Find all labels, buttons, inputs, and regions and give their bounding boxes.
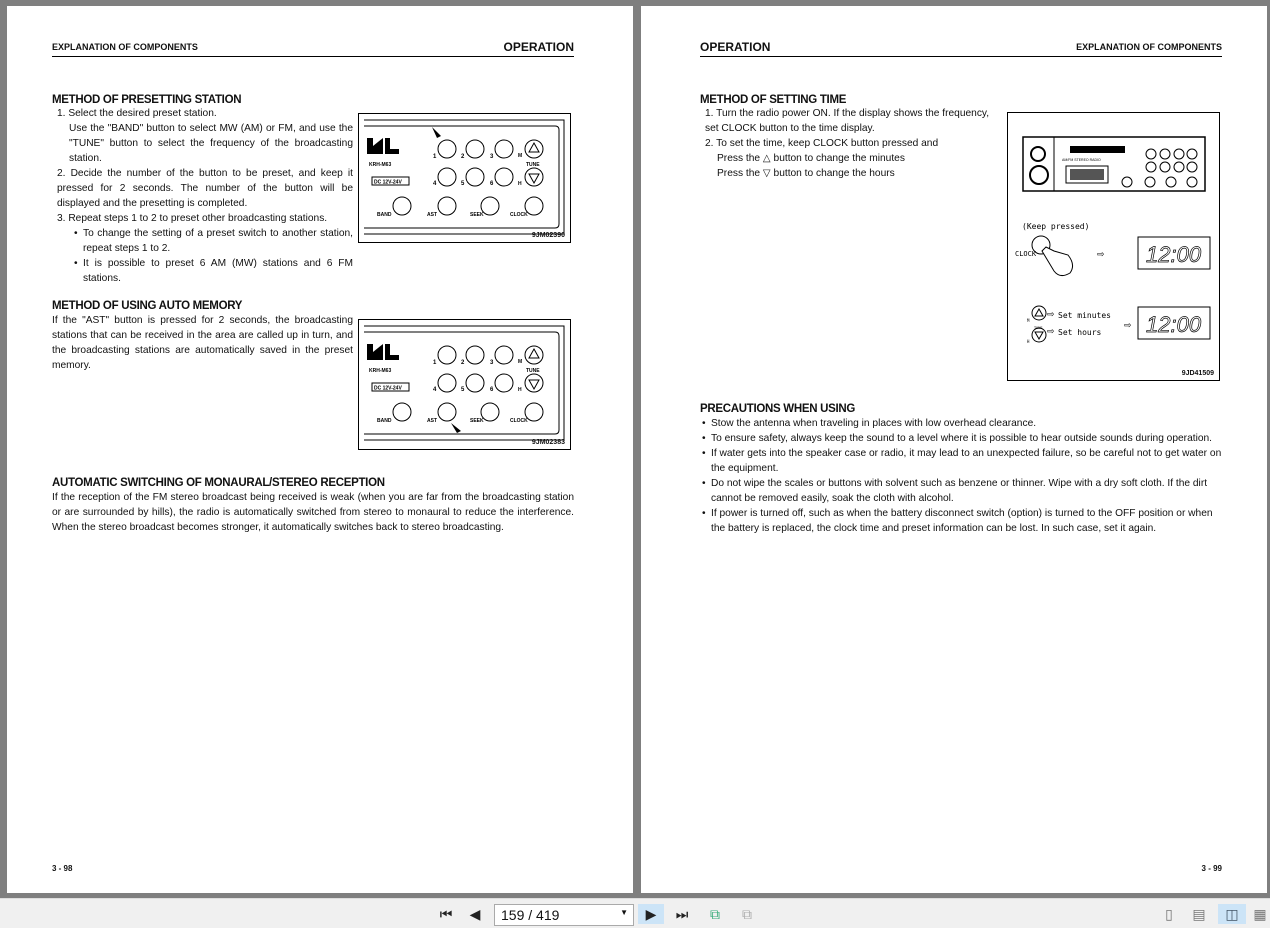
previous-view-icon[interactable]: ⧉	[710, 905, 720, 922]
time-display: 12:00	[1146, 312, 1202, 337]
section-text: If the reception of the FM stereo broadcast being received is weak (when you are far from the broadcasting station or are surrounded by hills), the radio is automatically switched from stereo to monaural to reduce the interference. When the stereo broadcast becomes stronger, it automatically switches back to stereo broadcasting.	[52, 492, 574, 533]
radio-figure-2	[358, 319, 571, 450]
bullet: • To ensure safety, always keep the sound to a level where it is possible to hear outside sounds during operation.	[700, 431, 1224, 446]
step: 2. To set the time, keep CLOCK button pressed and	[705, 138, 939, 149]
step: 1. Select the desired preset station.	[57, 108, 217, 119]
section-title: METHOD OF PRESETTING STATION	[52, 94, 242, 106]
header-right: EXPLANATION OF COMPONENTS	[1076, 42, 1222, 52]
preset-1-label: 1	[433, 360, 437, 366]
preset-2-label: 2	[461, 154, 465, 160]
continuous-facing-icon[interactable]: ▦	[1253, 905, 1267, 922]
bullet: • Do not wipe the scales or buttons with solvent such as benzene or thinner. Wipe with a dry soft cloth. If the dirt cannot be removed easily, soak the cloth with alcohol.	[700, 476, 1224, 506]
section-text: If the "AST" button is pressed for 2 seconds, the broadcasting stations that can be received in the area are called up in turn, and the broadcasting stations are automatically saved in the preset memory.	[52, 315, 353, 371]
seek-label: SEEK	[470, 418, 484, 424]
step: 1. Turn the radio power ON. If the display shows the frequency, set CLOCK button to the time display.	[705, 108, 990, 134]
band-label: BAND	[377, 212, 392, 218]
m-label: M	[518, 359, 523, 365]
tune-label: TUNE	[1034, 326, 1043, 330]
time-display: 12:00	[1146, 242, 1202, 267]
last-page-icon[interactable]: ⏭	[675, 905, 689, 922]
model-label: KRH-M63	[369, 162, 392, 168]
set-minutes-label: Set minutes	[1058, 311, 1111, 320]
h-label: H	[518, 181, 522, 187]
next-page-icon[interactable]: ▶	[638, 904, 664, 924]
radio-panel-drawing	[359, 320, 570, 449]
preset-4-label: 4	[433, 181, 437, 187]
seek-label: SEEK	[470, 212, 484, 218]
bullet: • To change the setting of a preset switch to another station, repeat steps 1 to 2.	[52, 226, 353, 256]
section-text	[700, 106, 1005, 181]
bullet: • If power is turned off, such as when the battery disconnect switch (option) is turned to the OFF position or when the battery is replaced, the clock time and preset information can be lost. In such case, set it again.	[700, 506, 1224, 536]
continuous-page-icon[interactable]: ▤	[1192, 905, 1206, 922]
radio-panel-drawing	[359, 114, 570, 242]
previous-page-icon[interactable]: ◀	[469, 905, 481, 922]
page-number-value: 159 / 419	[501, 907, 560, 923]
single-page-icon[interactable]: ▯	[1165, 905, 1173, 922]
ast-label: AST	[427, 212, 437, 218]
bullet: • It is possible to preset 6 AM (MW) stations and 6 FM stations.	[52, 256, 353, 286]
tune-label: TUNE	[526, 368, 540, 374]
m-label: M	[518, 153, 523, 159]
power-label: DC 12V-24V	[374, 179, 402, 186]
step: 3. Repeat steps 1 to 2 to preset other broadcasting stations.	[57, 213, 328, 224]
clock-label: CLOCK	[1015, 250, 1037, 258]
page-number: 3 - 98	[52, 864, 73, 873]
arrow-icon: ⇨	[1047, 309, 1055, 319]
step-detail: Press the △ button to change the minutes	[717, 153, 905, 164]
section-text	[52, 106, 353, 286]
radio-figure-1	[358, 113, 571, 243]
model-label: KRH-M63	[369, 368, 392, 374]
header-left: OPERATION	[700, 40, 771, 54]
arrow-icon: ⇨	[1124, 320, 1132, 330]
section-title: AUTOMATIC SWITCHING OF MONAURAL/STEREO RECEPTION	[52, 477, 385, 489]
power-label: DC 12V-24V	[374, 385, 402, 392]
svg-text:AM/FM STEREO RADIO: AM/FM STEREO RADIO	[1062, 158, 1101, 162]
clock-figure	[1007, 112, 1220, 381]
figure-code: 9JM02390	[531, 232, 565, 239]
step-detail: Use the "BAND" button to select MW (AM) or FM, and use the "TUNE" button to select the frequency of the broadcasting station.	[69, 123, 353, 164]
bullet: • If water gets into the speaker case or radio, it may lead to an unexpected failure, so be careful not to get water on the equipment.	[700, 446, 1224, 476]
preset-3-label: 3	[490, 154, 494, 160]
preset-5-label: 5	[461, 181, 465, 187]
h-label: H	[1027, 339, 1030, 344]
page-number-field[interactable]	[494, 904, 634, 926]
band-label: BAND	[377, 418, 392, 424]
preset-1-label: 1	[433, 154, 437, 160]
section-title: METHOD OF SETTING TIME	[700, 94, 847, 106]
header-rule	[52, 56, 574, 57]
preset-2-label: 2	[461, 360, 465, 366]
precautions-list	[700, 416, 1224, 536]
facing-pages-icon[interactable]: ◫	[1218, 904, 1246, 924]
preset-5-label: 5	[461, 387, 465, 393]
set-hours-label: Set hours	[1058, 328, 1102, 337]
bottom-toolbar	[0, 898, 1270, 928]
header-rule	[700, 56, 1222, 57]
bullet: • Stow the antenna when traveling in places with low overhead clearance.	[700, 416, 1224, 431]
first-page-icon[interactable]: ⏮	[439, 905, 453, 922]
arrow-icon: ⇨	[1097, 249, 1105, 259]
left-page	[7, 6, 633, 893]
ast-label: AST	[427, 418, 437, 424]
arrow-icon: ⇨	[1047, 326, 1055, 336]
figure-code: 9JM02383	[531, 439, 565, 446]
page-number: 3 - 99	[1201, 864, 1222, 873]
section-title: METHOD OF USING AUTO MEMORY	[52, 300, 243, 312]
h-label: H	[518, 387, 522, 393]
preset-6-label: 6	[490, 387, 494, 393]
header-left: EXPLANATION OF COMPONENTS	[52, 42, 198, 52]
preset-3-label: 3	[490, 360, 494, 366]
next-view-icon[interactable]: ⧉	[742, 905, 752, 922]
clock-setting-drawing	[1008, 113, 1219, 380]
clock-label: CLOCK	[510, 212, 528, 218]
figure-code: 9JD41509	[1181, 370, 1214, 377]
section-title: PRECAUTIONS WHEN USING	[700, 403, 856, 415]
chevron-down-icon[interactable]: ▼	[620, 908, 628, 917]
step: 2. Decide the number of the button to be preset, and keep it pressed for 2 seconds. The number of the button will be displayed and the presetting is completed.	[57, 168, 353, 209]
header-right: OPERATION	[503, 40, 574, 54]
m-label: M	[1027, 318, 1030, 323]
clock-label: CLOCK	[510, 418, 528, 424]
preset-4-label: 4	[433, 387, 437, 393]
step-detail: Press the ▽ button to change the hours	[717, 168, 895, 179]
keep-pressed-label: (Keep pressed)	[1022, 222, 1090, 231]
tune-label: TUNE	[526, 162, 540, 168]
right-page	[641, 6, 1267, 893]
preset-6-label: 6	[490, 181, 494, 187]
